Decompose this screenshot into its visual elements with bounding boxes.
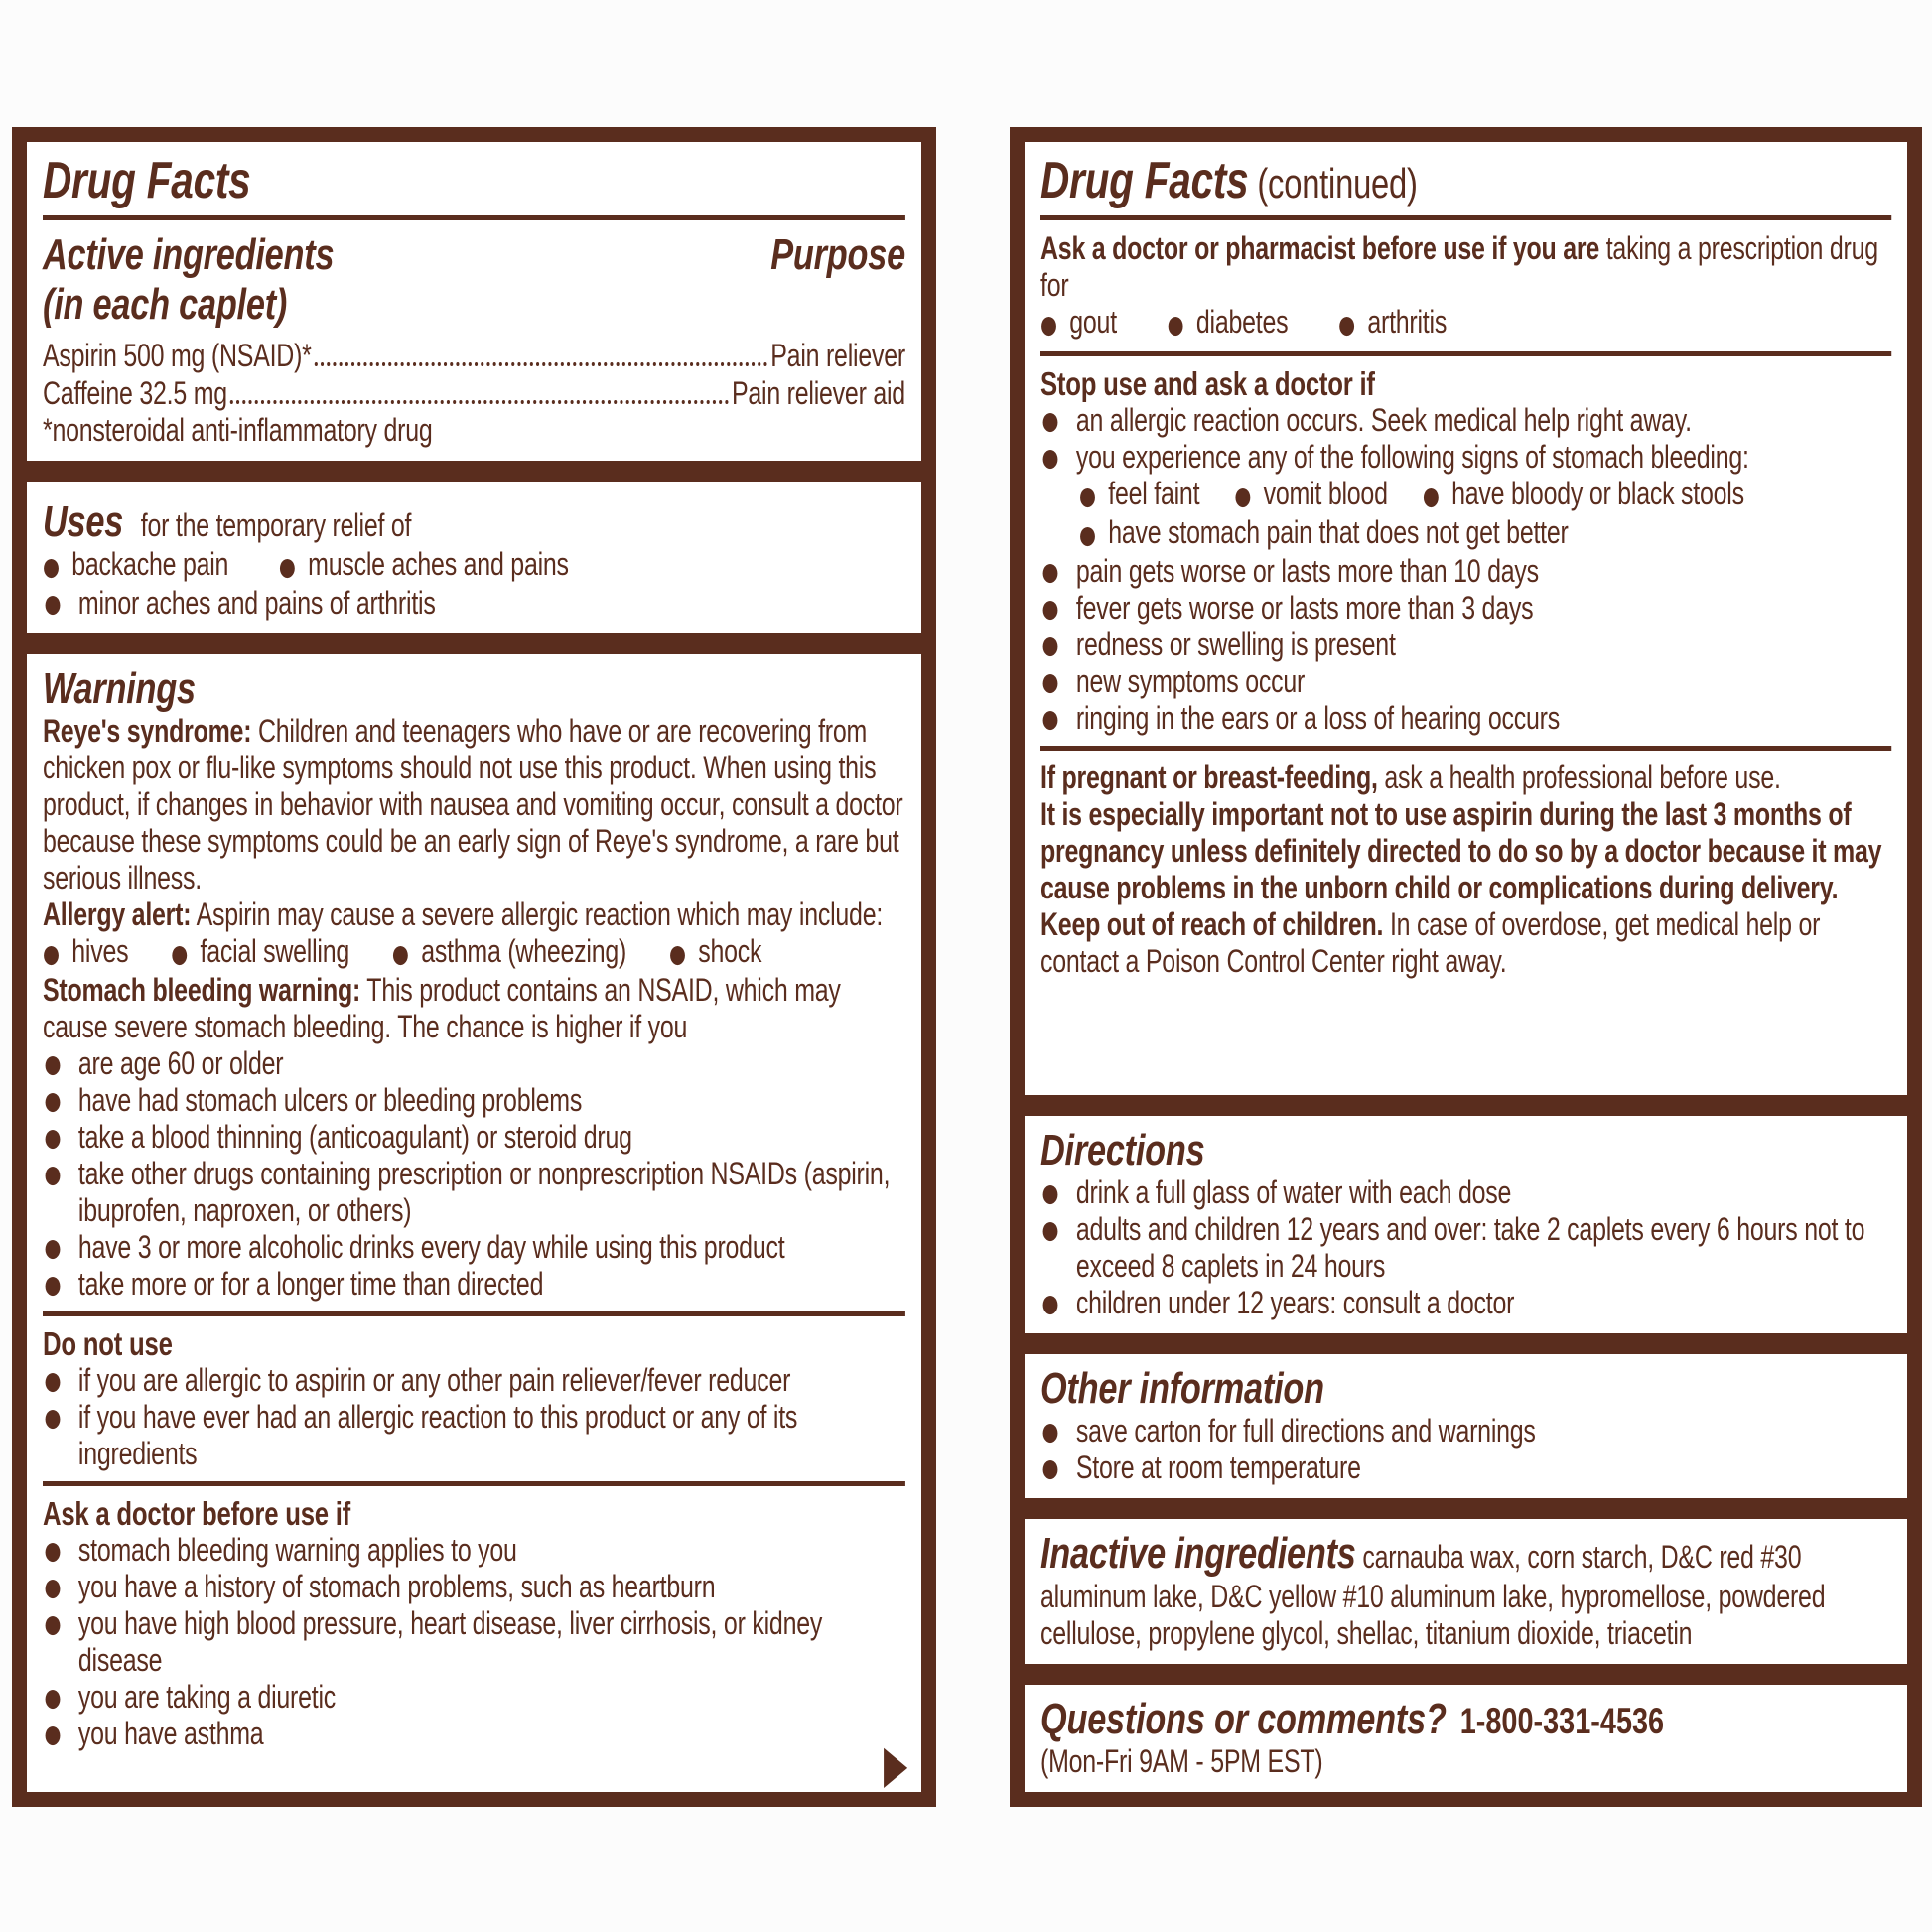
prescription-bullet: ● arthritis [1338, 304, 1447, 343]
ask-doctor-bullet: ● you have asthma [43, 1716, 905, 1752]
continued-box [1025, 142, 1907, 1095]
questions-heading: Questions or comments? [1040, 1694, 1447, 1743]
section-rule [1040, 351, 1891, 356]
pregnancy-lead: If pregnant or breast-feeding, [1040, 759, 1378, 796]
phone-hours: (Mon-Fri 9AM - 5PM EST) [1040, 1743, 1323, 1779]
stop-use-list [1040, 553, 1891, 737]
uses-bullet: ● muscle aches and pains [279, 546, 569, 585]
uses-heading: Uses [43, 496, 124, 546]
purpose-heading: Purpose [770, 230, 905, 280]
ask-pharmacist-lead: Ask a doctor or pharmacist before use if you are [1040, 230, 1600, 267]
phone-number: 1-800-331-4536 [1459, 1700, 1665, 1741]
uses-intro: for the temporary relief of [140, 506, 412, 543]
drug-facts-panel-right [1010, 127, 1922, 1807]
stop-use-bullet: ● pain gets worse or lasts more than 10 days [1040, 553, 1891, 590]
active-ingredients-header [43, 230, 905, 329]
ingredient-row [43, 374, 905, 412]
allergy-bullet: ● facial swelling [171, 933, 349, 972]
prescription-bullet: ● gout [1040, 304, 1117, 343]
ingredient-name: Caffeine 32.5 mg [43, 374, 227, 411]
do-not-use-bullet: ● if you are allergic to aspirin or any other pain reliever/fever reducer [43, 1362, 905, 1399]
stomach-bullet: ● take a blood thinning (anticoagulant) or steroid drug [43, 1119, 905, 1156]
stop-use-bullet: ● fever gets worse or lasts more than 3 days [1040, 590, 1891, 626]
other-information-list [1040, 1413, 1891, 1486]
ask-pharmacist-paragraph: Ask a doctor or pharmacist before use if you are taking a prescription drug for [1040, 230, 1878, 304]
keep-out-paragraph: Keep out of reach of children. In case of overdose, get medical help or contact a Poison Control Center right away. [1040, 906, 1821, 980]
ingredient-row [43, 337, 905, 374]
ingredient-name: Aspirin 500 mg (NSAID)* [43, 337, 312, 373]
stop-use-heading: Stop use and ask a doctor if [1040, 365, 1375, 403]
stop-use-bullet: ● you experience any of the following signs of stomach bleeding: [1040, 439, 1891, 476]
questions-box [1025, 1685, 1907, 1792]
allergy-bullet: ● shock [669, 933, 761, 972]
stop-use-bullet: ● an allergic reaction occurs. Seek medical help right away. [1040, 402, 1891, 439]
allergy-bullet-row [43, 933, 905, 972]
dot-leader [230, 400, 729, 404]
nsaid-footnote: *nonsteroidal anti-inflammatory drug [43, 411, 433, 448]
pregnancy-paragraph: If pregnant or breast-feeding, ask a health professional before use. [1040, 759, 1781, 796]
directions-list [1040, 1174, 1891, 1321]
ask-doctor-heading: Ask a doctor before use if [43, 1495, 351, 1533]
bleeding-signs-row [1040, 476, 1891, 514]
do-not-use-bullet: ● if you have ever had an allergic reaction to this product or any of its ingredients [43, 1399, 905, 1472]
drug-facts-continued-title [1040, 152, 1891, 220]
page-title: Drug Facts [1040, 152, 1249, 209]
pregnancy-important: It is especially important not to use aspirin during the last 3 months of pregnancy unless definitely directed to do so by a doctor because it may cause problems in the unborn child or complications during delivery. [1040, 796, 1882, 906]
stomach-bullet: ● have 3 or more alcoholic drinks every day while using this product [43, 1229, 905, 1266]
stomach-bullet: ● take other drugs containing prescription or nonprescription NSAIDs (aspirin, ibuprofen, naproxen, or others) [43, 1156, 905, 1229]
other-information-bullet: ● save carton for full directions and warnings [1040, 1413, 1891, 1449]
section-rule [43, 1311, 905, 1316]
other-information-box [1025, 1354, 1907, 1498]
stop-use-bullet: ● redness or swelling is present [1040, 626, 1891, 663]
uses-bullet: ● backache pain [43, 546, 228, 585]
directions-box [1025, 1116, 1907, 1333]
bleeding-signs-row [1040, 514, 1891, 553]
directions-heading: Directions [1040, 1125, 1205, 1174]
other-information-heading: Other information [1040, 1364, 1324, 1414]
stomach-bullet: ● take more or for a longer time than directed [43, 1266, 905, 1303]
uses-bullet: ● minor aches and pains of arthritis [43, 585, 905, 621]
uses-heading-line [43, 497, 905, 546]
reye-paragraph: Reye's syndrome: Children and teenagers who have or are recovering from chicken pox or flu-like symptoms should not use this product. When using this product, if changes in behavior with nausea and vomiting occur, consult a doctor because these symptoms could be an early sign of Reye's syndrome, a rare but serious illness. [43, 713, 903, 897]
uses-box [27, 482, 921, 633]
stomach-bullet: ● are age 60 or older [43, 1045, 905, 1082]
bleeding-sign-bullet: ● feel faint [1079, 476, 1199, 514]
ingredient-purpose: Pain reliever [770, 337, 905, 373]
stop-use-bullet: ● ringing in the ears or a loss of hearing occurs [1040, 700, 1891, 737]
questions-heading-line [1040, 1695, 1891, 1743]
other-information-bullet: ● Store at room temperature [1040, 1449, 1891, 1486]
active-ingredients-heading: Active ingredients [43, 230, 335, 280]
do-not-use-heading: Do not use [43, 1325, 173, 1363]
ask-doctor-bullet: ● you are taking a diuretic [43, 1679, 905, 1716]
uses-bullet-row [43, 546, 905, 585]
continued-label: (continued) [1248, 160, 1418, 207]
stomach-bullet-list [43, 1045, 905, 1303]
warnings-box [27, 654, 921, 1792]
directions-bullet: ● drink a full glass of water with each dose [1040, 1174, 1891, 1211]
inactive-ingredients-box [1025, 1519, 1907, 1663]
directions-bullet: ● children under 12 years: consult a doctor [1040, 1285, 1891, 1321]
warnings-heading: Warnings [43, 664, 196, 714]
ask-doctor-bullet: ● stomach bleeding warning applies to you [43, 1532, 905, 1569]
stomach-bullet: ● have had stomach ulcers or bleeding problems [43, 1082, 905, 1119]
drug-facts-title [43, 152, 905, 220]
prescription-bullet: ● diabetes [1168, 304, 1289, 343]
stomach-paragraph: Stomach bleeding warning: This product contains an NSAID, which may cause severe stomach bleeding. The chance is higher if you [43, 972, 841, 1045]
section-rule [43, 1481, 905, 1486]
allergy-bullet: ● asthma (wheezing) [392, 933, 626, 972]
ask-doctor-list [43, 1532, 905, 1752]
do-not-use-list [43, 1362, 905, 1472]
stop-use-bullet: ● new symptoms occur [1040, 663, 1891, 700]
allergy-bullet: ● hives [43, 933, 128, 972]
ask-doctor-bullet: ● you have high blood pressure, heart disease, liver cirrhosis, or kidney disease [43, 1605, 905, 1679]
bleeding-sign-bullet: ● have bloody or black stools [1423, 476, 1744, 514]
dot-leader [315, 362, 767, 366]
inactive-ingredients-heading: Inactive ingredients [1040, 1529, 1356, 1579]
allergy-paragraph: Allergy alert: Aspirin may cause a severe allergic reaction which may include: [43, 897, 884, 933]
active-ingredients-box [27, 142, 921, 461]
ingredient-purpose: Pain reliever aid [731, 374, 905, 411]
ask-doctor-bullet: ● you have a history of stomach problems, such as heartburn [43, 1569, 905, 1605]
allergy-lead: Allergy alert: [43, 897, 192, 933]
reye-lead: Reye's syndrome: [43, 713, 252, 750]
stomach-lead: Stomach bleeding warning: [43, 972, 361, 1009]
active-ingredients-subheading: (in each caplet) [43, 279, 288, 329]
drug-facts-panel-left [12, 127, 936, 1807]
stop-use-list [1040, 402, 1891, 476]
prescription-bullet-row [1040, 304, 1891, 343]
inactive-ingredients-paragraph: Inactive ingredients carnauba wax, corn starch, D&C red #30 aluminum lake, D&C yellow #10 aluminum lake, hypromellose, powdered cellulose, propylene glycol, shellac, titanium dioxide, triacetin [1040, 1529, 1826, 1651]
continuation-arrow-icon: ▶ [883, 1732, 907, 1792]
page-title: Drug Facts [43, 152, 251, 209]
bleeding-sign-bullet: ● vomit blood [1234, 476, 1387, 514]
directions-bullet: ● adults and children 12 years and over: take 2 caplets every 6 hours not to exceed 8 caplets in 24 hours [1040, 1211, 1891, 1285]
section-rule [1040, 746, 1891, 751]
bleeding-sign-bullet: ● have stomach pain that does not get better [1079, 514, 1569, 553]
keep-out-lead: Keep out of reach of children. [1040, 906, 1384, 943]
